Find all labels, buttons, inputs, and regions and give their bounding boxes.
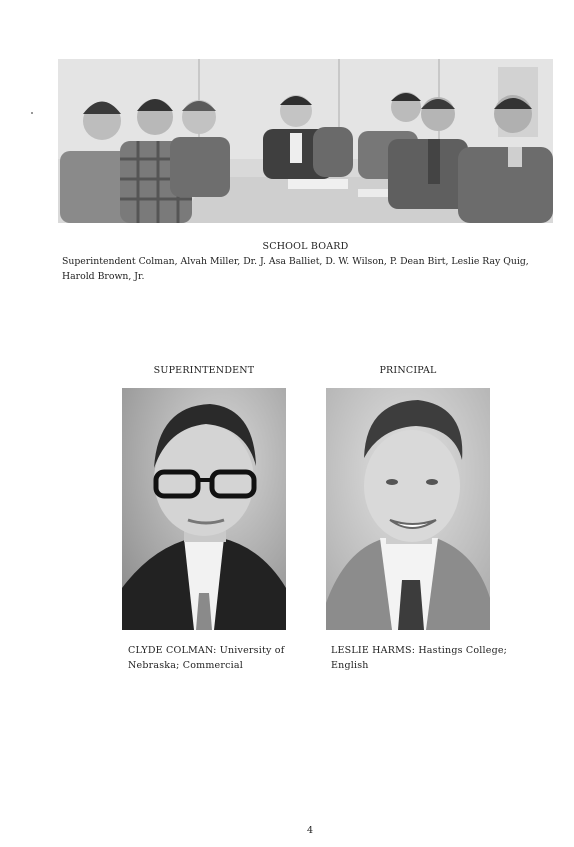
superintendent-portrait xyxy=(122,388,286,630)
school-board-caption: Superintendent Colman, Alvah Miller, Dr. J. Asa Balliet, D. W. Wilson, P. Dean Birt, Leslie Ray Quig, Harold Brown, Jr. xyxy=(62,256,529,282)
school-board-heading: SCHOOL BOARD xyxy=(262,241,349,252)
page-number: 4 xyxy=(306,825,314,836)
principal-bio: LESLIE HARMS: Hastings College; English xyxy=(331,645,508,671)
principal-portrait xyxy=(326,388,490,630)
superintendent-bio: CLYDE COLMAN: University of Nebraska; Commercial xyxy=(128,645,285,671)
school-board-photo xyxy=(58,59,553,223)
principal-heading: PRINCIPAL xyxy=(379,365,437,376)
scan-speck xyxy=(31,112,33,114)
superintendent-heading: SUPERINTENDENT xyxy=(153,365,255,376)
